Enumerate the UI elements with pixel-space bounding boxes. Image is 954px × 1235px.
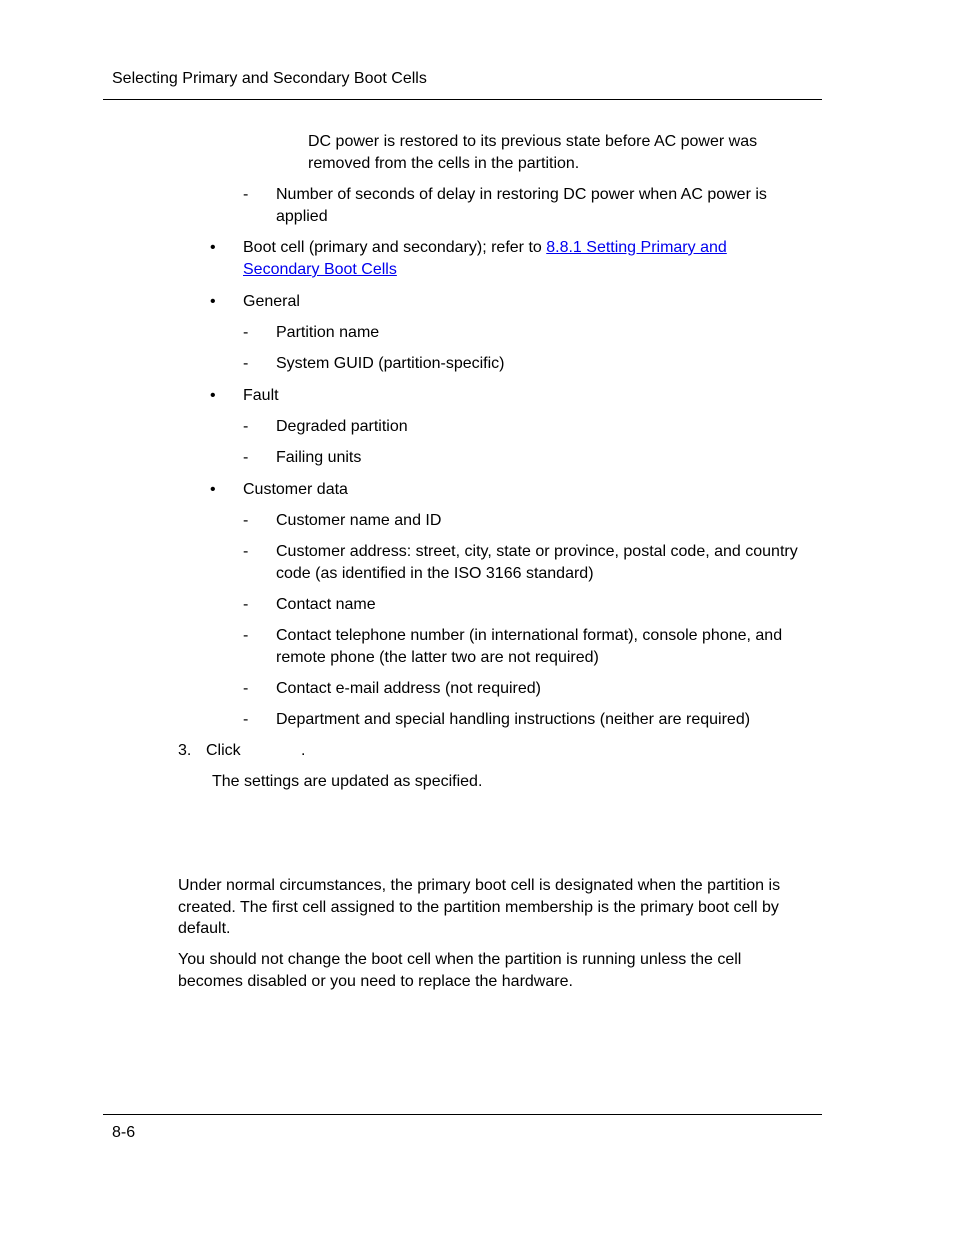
customer-item-address-line-2: code (as identified in the ISO 3166 standard) [276,565,594,582]
dash-marker: - [243,680,249,697]
customer-item-email: Contact e-mail address (not required) [276,680,542,697]
customer-item-contact-name: Contact name [276,596,376,613]
dash-marker: - [243,512,249,529]
customer-label: Customer data [243,481,348,498]
boot-cell-link-part-1[interactable]: 8.8.1 Setting Primary and [546,239,727,256]
step-click-text: Click [206,742,241,759]
dash-marker: - [243,711,249,728]
step-result: The settings are updated as specified. [212,773,483,790]
boot-cell-line-1 [243,237,727,259]
header-title: Selecting Primary and Secondary Boot Cells [112,70,427,87]
paragraph-1-line-3: default. [178,920,231,937]
footer-rule [103,1114,822,1115]
bullet-marker: • [210,293,216,310]
paragraph-2-line-2: becomes disabled or you need to replace the hardware. [178,973,573,990]
step-period: . [301,742,306,759]
dash-marker: - [243,186,249,203]
bullet-marker: • [210,481,216,498]
continuation-line-2: removed from the cells in the partition. [308,155,580,172]
boot-cell-text: Boot cell (primary and secondary); refer to [243,239,547,256]
dash-marker: - [243,355,249,372]
dash-marker: - [243,543,249,560]
paragraph-2-line-1: You should not change the boot cell when the partition is running unless the cell [178,951,742,968]
dash-marker: - [243,627,249,644]
general-item-partition-name: Partition name [276,324,380,341]
bullet-marker: • [210,387,216,404]
fault-item-failing-units: Failing units [276,449,362,466]
page-number: 8-6 [112,1124,136,1141]
general-label: General [243,293,300,310]
paragraph-1-line-2: created. The first cell assigned to the partition membership is the primary boot cell by [178,899,779,916]
dash-marker: - [243,418,249,435]
boot-cell-link-part-2[interactable]: Secondary Boot Cells [243,261,397,278]
general-item-system-guid: System GUID (partition-specific) [276,355,505,372]
dash-marker: - [243,596,249,613]
header-rule [103,99,822,100]
boot-cell-line-2 [243,259,397,281]
fault-item-degraded: Degraded partition [276,418,408,435]
continuation-line-1: DC power is restored to its previous state before AC power was [308,133,758,150]
fault-label: Fault [243,387,279,404]
delay-line-1: Number of seconds of delay in restoring DC power when AC power is [276,186,767,203]
dash-marker: - [243,324,249,341]
dash-marker: - [243,449,249,466]
step-number: 3. [178,742,192,759]
customer-item-phone-line-1: Contact telephone number (in international format), console phone, and [276,627,783,644]
customer-item-phone-line-2: remote phone (the latter two are not required) [276,649,599,666]
paragraph-1-line-1: Under normal circumstances, the primary boot cell is designated when the partition is [178,877,781,894]
delay-line-2: applied [276,208,328,225]
bullet-marker: • [210,239,216,256]
customer-item-department: Department and special handling instructions (neither are required) [276,711,751,728]
customer-item-address-line-1: Customer address: street, city, state or province, postal code, and country [276,543,798,560]
customer-item-name-id: Customer name and ID [276,512,442,529]
